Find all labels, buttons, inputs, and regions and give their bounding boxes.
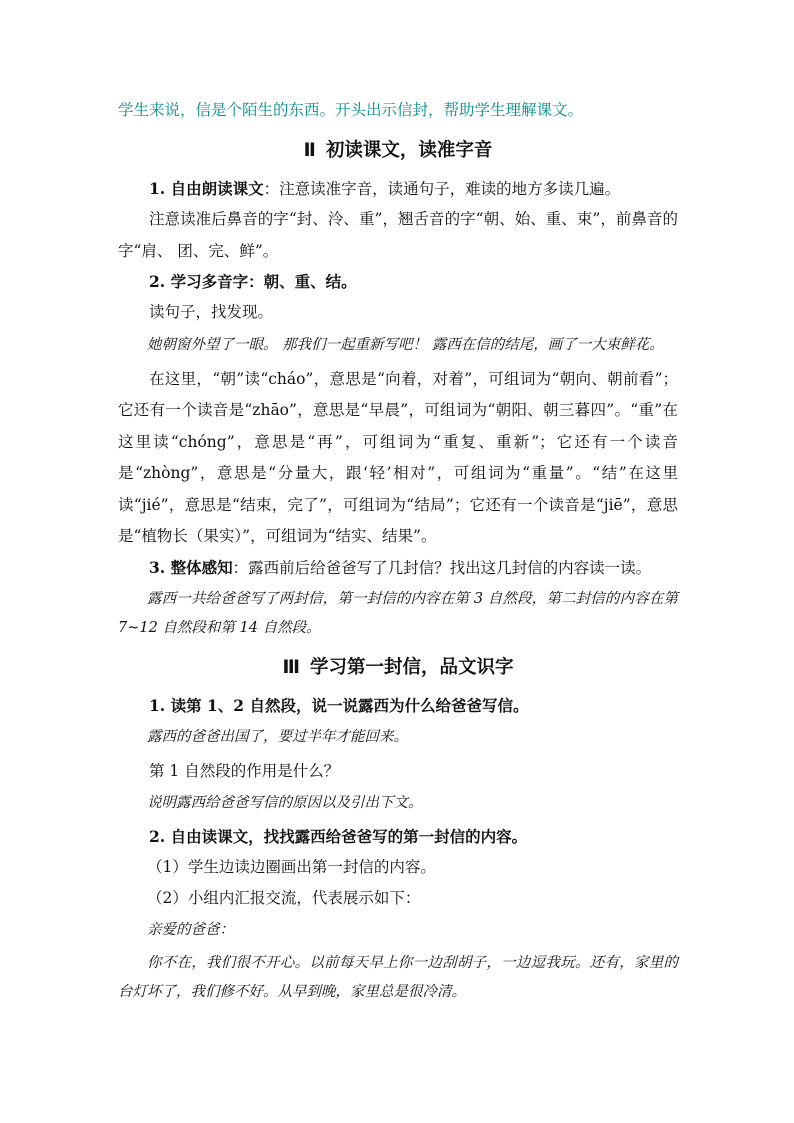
step-label: 3. 整体感知: [149, 557, 233, 577]
section-title: 学习第一封信，品文识字: [309, 656, 514, 678]
document-content: [118, 96, 678, 1011]
list-item-2: （2）小组内汇报交流，代表展示如下：: [147, 889, 421, 907]
question: 第 1 自然段的作用是什么？: [149, 761, 340, 780]
answer-letters: 露西一共给爸爸写了两封信，第一封信的内容在第 3 自然段，第二封信的内容在第 7~12 自然段和第 14 自然段。: [118, 590, 678, 636]
step-2: [118, 267, 678, 297]
answer-reason: 露西的爸爸出国了，要过半年才能回来。: [147, 728, 408, 745]
section-heading-3: [118, 653, 678, 683]
step-1: [118, 691, 678, 721]
step-label: 2. 自由读课文，找找露西给爸爸写的第一封信的内容。: [149, 827, 528, 846]
section-number: Ⅲ: [282, 656, 300, 678]
step-text: ：注意读准字音，读通句子，难读的地方多读几遍。: [263, 180, 621, 198]
step-2: [118, 822, 678, 852]
paragraph-pronunciation: 注意读准后鼻音的字“封、泠、重”，翘舌音的字“朝、始、重、束”，前鼻音的字“肩、 团、完、鲜”。: [118, 210, 678, 260]
step-label: 1. 读第 1、2 自然段，说一说露西为什么给爸爸写信。: [149, 695, 529, 715]
paragraph-instruction: 读句子，找发现。: [149, 303, 274, 321]
paragraph-polyphones: 在这里，“朝”读“cháo”，意思是“向着，对着”，可组词为“朝向、朝前看”；它还有一个读音是“zhāo”，意思是“早晨”，可组词为“朝阳、朝三暮四”。“重”在这里读“chóng”，意思是“再”，可组词为“重复、重新”；它还有一个读音是“zhòng”，意思是“分量大，跟‘轻’相对”，可组词为“重量”。“结”在这里读“jié”，意思是“结束，完了”，可组词为“结局”；它还有一个读音是“jiē”，意思是“植物长（果实）”，可组词为“结实、结果”。: [118, 369, 678, 545]
step-label: 1. 自由朗读课文: [149, 179, 264, 198]
answer-question: 说明露西给爸爸写信的原因以及引出下文。: [147, 795, 423, 811]
step-text: ：露西前后给爸爸写了几封信？找出这几封信的内容读一读。: [232, 558, 652, 577]
step-label: 2. 学习多音字：朝、重、结。: [149, 272, 357, 291]
example-sentences: 她朝窗外望了一眼。 那我们一起重新写吧！ 露西在信的结尾，画了一大束鲜花。: [147, 336, 664, 353]
step-1: [118, 174, 678, 204]
letter-body: 你不在，我们很不开心。以前每天早上你一边刮胡子，一边逗我玩。还有，家里的台灯坏了，我们修不好。从早到晚，家里总是很冷清。: [118, 955, 678, 1000]
section-title: 初读课文，读准字音: [325, 140, 493, 161]
step-3: [118, 553, 678, 583]
intro-line: 学生来说，信是个陌生的东西。开头出示信封，帮助学生理解课文。: [118, 101, 584, 119]
letter-salutation: 亲爱的爸爸：: [147, 922, 234, 938]
section-heading-2: [118, 136, 678, 166]
section-number: Ⅱ: [303, 140, 316, 161]
list-item-1: （1）学生边读边圈画出第一封信的内容。: [147, 858, 436, 876]
